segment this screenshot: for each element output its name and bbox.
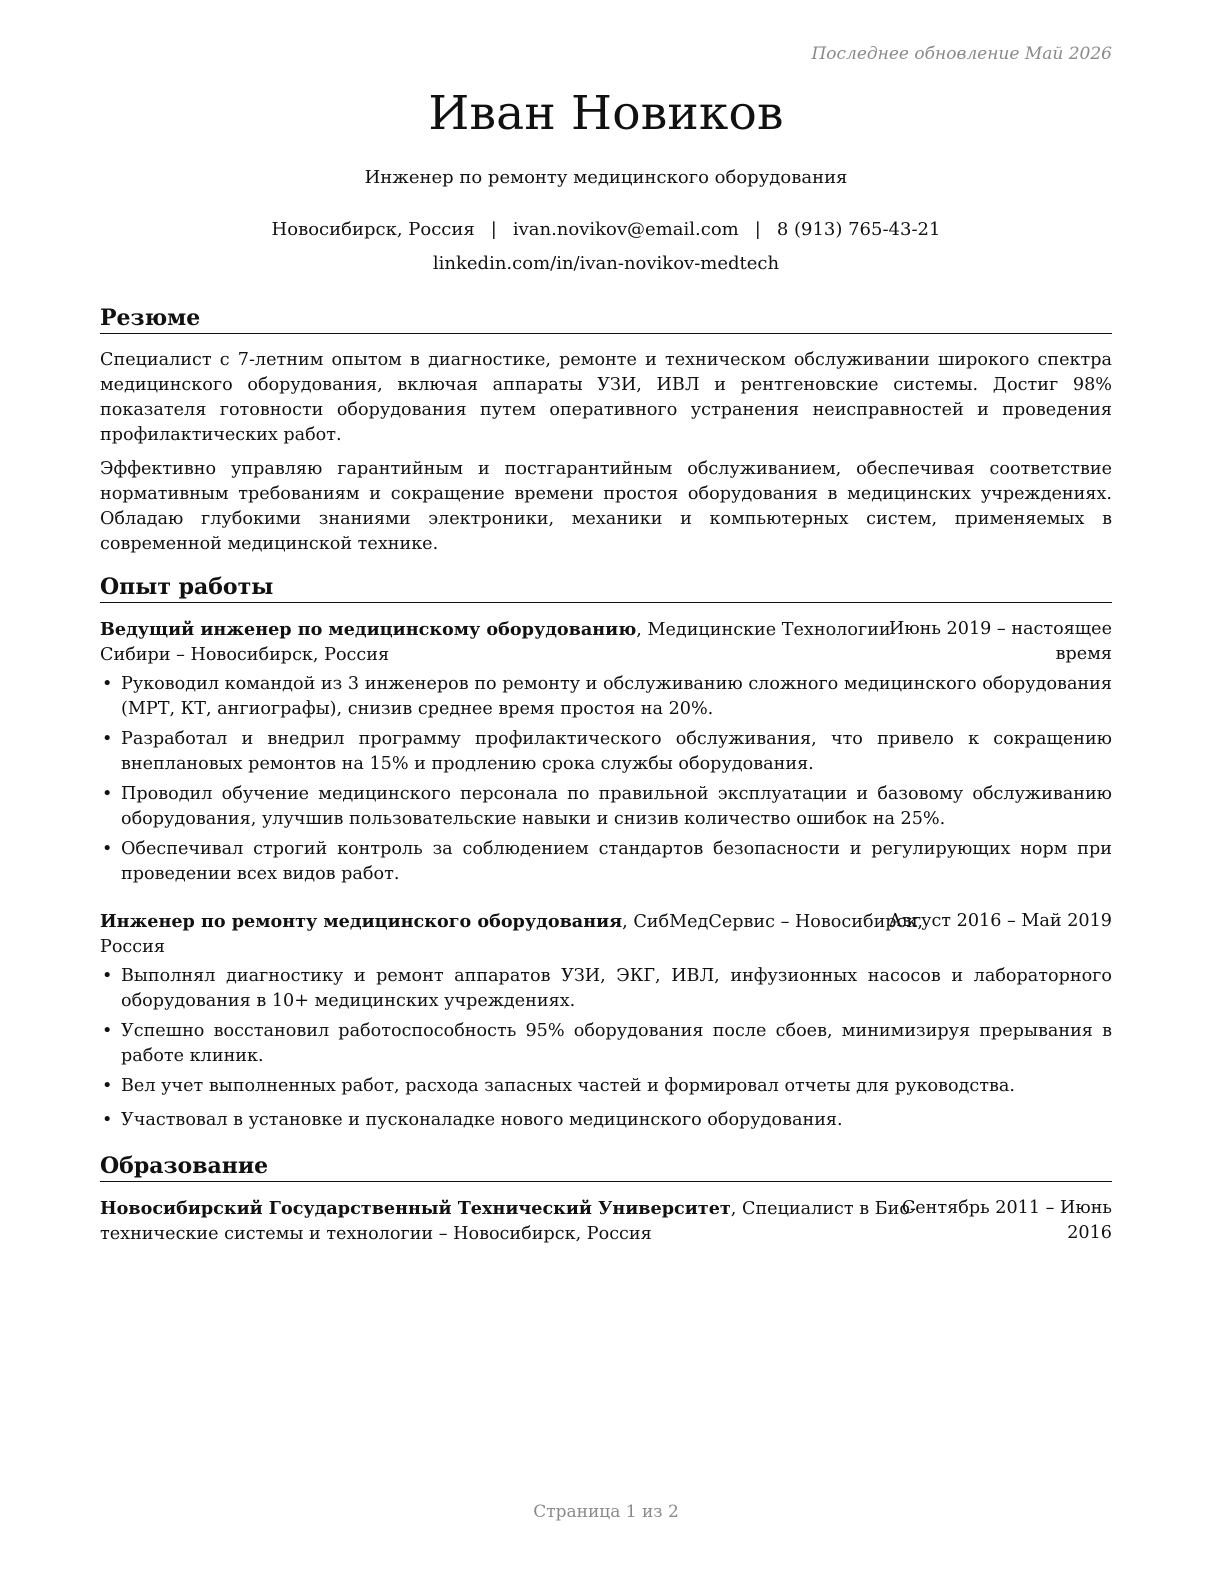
page-number: Страница 1 из 2 <box>533 1502 679 1522</box>
list-item: • Обеспечивал строгий контроль за соблюдением стандартов безопасности и регулирующих норм при проведении всех видов работ. <box>100 837 1112 887</box>
resume-page <box>100 0 1112 1584</box>
job-dates-line-1: Август 2016 – Май 2019 <box>888 911 1112 931</box>
list-item: • Разработал и внедрил программу профилактического обслуживания, что привело к сокращению внеплановых ремонтов на 15% и продлению срока службы оборудования. <box>100 727 1112 777</box>
job-bullets <box>100 964 1112 1138</box>
job-role: Инженер по ремонту медицинского оборудования <box>100 911 623 932</box>
email-link[interactable]: ivan.novikov@email.com <box>512 219 739 240</box>
list-item: • Вел учет выполненных работ, расхода запасных частей и формировал отчеты для руководства. <box>100 1074 1112 1099</box>
job-dates-line-2: время <box>1055 644 1112 664</box>
job-header <box>100 909 1112 960</box>
job-dates <box>889 909 1112 934</box>
section-heading-summary: Резюме <box>100 305 1112 334</box>
list-item: • Участвовал в установке и пусконаладке нового медицинского оборудования. <box>100 1108 1112 1133</box>
education-dates-line-1: Сентябрь 2011 – Июнь <box>901 1198 1112 1218</box>
location: Новосибирск, Россия <box>271 219 475 240</box>
list-item: • Проводил обучение медицинского персонала по правильной эксплуатации и базовому обслуживанию оборудования, улучшив пользовательские навыки и снизив количество ошибок на 25%. <box>100 782 1112 832</box>
section-heading-experience: Опыт работы <box>100 574 1112 603</box>
phone: 8 (913) 765-43-21 <box>776 219 941 240</box>
list-item: • Руководил командой из 3 инженеров по ремонту и обслуживанию сложного медицинского оборудования (МРТ, КТ, ангиографы), снизив среднее время простоя на 20%. <box>100 672 1112 722</box>
education-entry <box>100 1196 1112 1247</box>
summary-paragraph-2: Эффективно управляю гарантийным и постгарантийным обслуживанием, обеспечивая соответствие нормативным требованиям и сокращение времени простоя оборудования в медицинских учреждениях. Обладаю глубокими знаниями электроники, механики и компьютерных систем, применяемых в современной медицинской технике. <box>100 459 1112 554</box>
last-updated: Последнее обновление Май 2026 <box>811 44 1112 64</box>
linkedin-link[interactable]: linkedin.com/in/ivan-novikov-medtech <box>432 253 780 274</box>
job-company: , СибМедСервис – Новосибирск, <box>622 912 924 932</box>
candidate-name: Иван Новиков <box>428 86 784 141</box>
job-bullets <box>100 672 1112 892</box>
candidate-title: Инженер по ремонту медицинского оборудования <box>364 167 848 188</box>
job-company: , Медицинские Технологии <box>636 620 891 640</box>
education-line-2: технические системы и технологии – Новосибирск, Россия <box>100 1224 652 1244</box>
degree: , Специалист в Био- <box>730 1199 916 1219</box>
list-item: • Успешно восстановил работоспособность 95% оборудования после сбоев, минимизируя прерывания в работе клиник. <box>100 1019 1112 1069</box>
job-line-2: Россия <box>100 937 165 957</box>
contact-line <box>100 219 1112 240</box>
summary-paragraph-1: Специалист с 7-летним опытом в диагностике, ремонте и техническом обслуживании широкого спектра медицинского оборудования, включая аппараты УЗИ, ИВЛ и рентгеновские системы. Достиг 98% показателя готовности оборудования путем оперативного устранения неисправностей и проведения профилактических работ. <box>100 350 1112 445</box>
job-header <box>100 617 1112 668</box>
separator: | <box>490 219 497 240</box>
job-dates-line-1: Июнь 2019 – настоящее <box>889 619 1112 639</box>
education-dates <box>902 1196 1112 1246</box>
job-dates <box>889 617 1112 667</box>
section-heading-education: Образование <box>100 1153 1112 1182</box>
separator: | <box>754 219 761 240</box>
education-dates-line-2: 2016 <box>1067 1223 1112 1243</box>
job-role: Ведущий инженер по медицинскому оборудованию <box>100 619 637 640</box>
institution: Новосибирский Государственный Технический Университет <box>100 1198 731 1219</box>
job-line-2: Сибири – Новосибирск, Россия <box>100 645 390 665</box>
list-item: • Выполнял диагностику и ремонт аппаратов УЗИ, ЭКГ, ИВЛ, инфузионных насосов и лабораторного оборудования в 10+ медицинских учреждениях. <box>100 964 1112 1014</box>
